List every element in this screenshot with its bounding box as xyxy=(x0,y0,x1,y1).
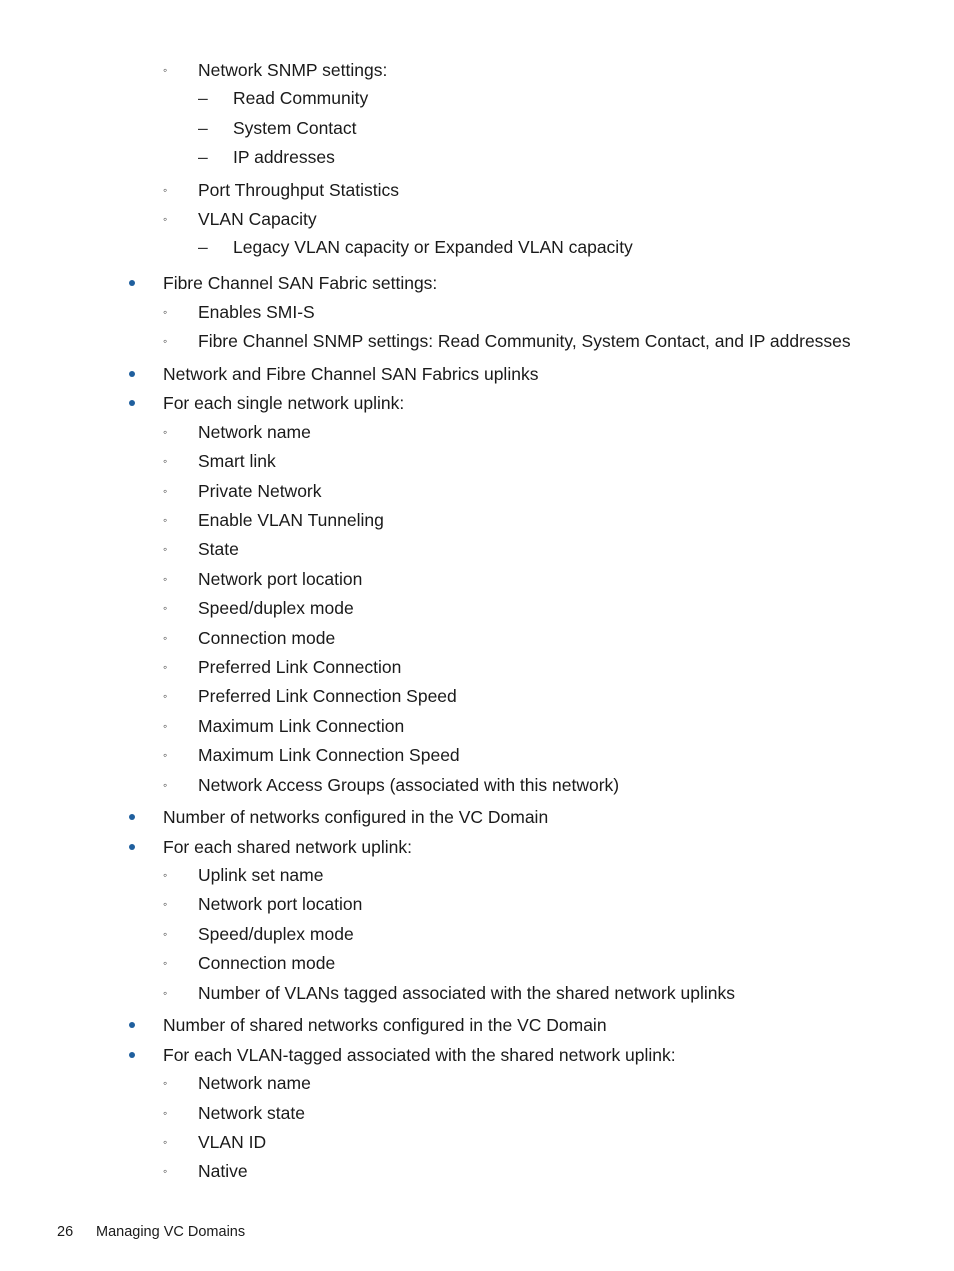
list-item-text: Fibre Channel SNMP settings: Read Community, System Contact, and IP addresses xyxy=(198,331,851,351)
bullet-icon xyxy=(129,371,135,377)
dash-bullet-icon: – xyxy=(198,237,208,257)
list-item-text: Network SNMP settings: xyxy=(198,60,388,80)
list-item-text: Preferred Link Connection Speed xyxy=(198,686,457,706)
circle-bullet-icon: ◦ xyxy=(163,748,168,762)
circle-bullet-icon: ◦ xyxy=(163,1164,168,1178)
page-number: 26 xyxy=(57,1224,74,1240)
list-item-text: Network and Fibre Channel SAN Fabrics uplinks xyxy=(163,364,539,384)
list-item-text: Connection mode xyxy=(198,628,336,648)
list-item-text: Network Access Groups (associated with this network) xyxy=(198,775,620,795)
circle-bullet-icon: ◦ xyxy=(163,986,168,1000)
circle-bullet-icon: ◦ xyxy=(163,1135,168,1149)
dash-bullet-icon: – xyxy=(198,147,208,167)
circle-bullet-icon: ◦ xyxy=(163,425,168,439)
circle-bullet-icon: ◦ xyxy=(163,689,168,703)
circle-bullet-icon: ◦ xyxy=(163,212,168,226)
list-item-text: Preferred Link Connection xyxy=(198,657,402,677)
circle-bullet-icon: ◦ xyxy=(163,572,168,586)
list-item-text: Read Community xyxy=(233,88,369,108)
list-item-text: Maximum Link Connection xyxy=(198,716,405,736)
circle-bullet-icon: ◦ xyxy=(163,660,168,674)
bullet-icon xyxy=(129,844,135,850)
list-item-text: Speed/duplex mode xyxy=(198,598,354,618)
list-item-text: System Contact xyxy=(233,118,357,138)
circle-bullet-icon: ◦ xyxy=(163,601,168,615)
list-item-text: VLAN ID xyxy=(198,1132,267,1152)
list-item-text: Number of networks configured in the VC Domain xyxy=(163,807,549,827)
list-item-text: Private Network xyxy=(198,481,322,501)
list-item-text: Network port location xyxy=(198,894,363,914)
list-item-text: For each single network uplink: xyxy=(163,393,405,413)
list-item-text: Enables SMI-S xyxy=(198,302,315,322)
bullet-icon xyxy=(129,1052,135,1058)
circle-bullet-icon: ◦ xyxy=(163,63,168,77)
circle-bullet-icon: ◦ xyxy=(163,334,168,348)
circle-bullet-icon: ◦ xyxy=(163,513,168,527)
bullet-icon xyxy=(129,814,135,820)
list-item-text: Smart link xyxy=(198,451,276,471)
list-item-text: Speed/duplex mode xyxy=(198,924,354,944)
list-item-text: Enable VLAN Tunneling xyxy=(198,510,384,530)
list-item-text: Connection mode xyxy=(198,953,336,973)
circle-bullet-icon: ◦ xyxy=(163,183,168,197)
circle-bullet-icon: ◦ xyxy=(163,868,168,882)
circle-bullet-icon: ◦ xyxy=(163,719,168,733)
list-item-text: Network name xyxy=(198,422,311,442)
list-item-text: Number of VLANs tagged associated with the shared network uplinks xyxy=(198,983,735,1003)
circle-bullet-icon: ◦ xyxy=(163,454,168,468)
circle-bullet-icon: ◦ xyxy=(163,897,168,911)
circle-bullet-icon: ◦ xyxy=(163,1076,168,1090)
list-item-text: Maximum Link Connection Speed xyxy=(198,745,460,765)
list-item-text: Port Throughput Statistics xyxy=(198,180,400,200)
list-item-text: For each shared network uplink: xyxy=(163,837,413,857)
list-item-text: Uplink set name xyxy=(198,865,324,885)
circle-bullet-icon: ◦ xyxy=(163,484,168,498)
circle-bullet-icon: ◦ xyxy=(163,542,168,556)
circle-bullet-icon: ◦ xyxy=(163,778,168,792)
circle-bullet-icon: ◦ xyxy=(163,305,168,319)
circle-bullet-icon: ◦ xyxy=(163,1106,168,1120)
bullet-icon xyxy=(129,280,135,286)
circle-bullet-icon: ◦ xyxy=(163,631,168,645)
bullet-icon xyxy=(129,1022,135,1028)
list-item-text: Network state xyxy=(198,1103,305,1123)
circle-bullet-icon: ◦ xyxy=(163,956,168,970)
circle-bullet-icon: ◦ xyxy=(163,927,168,941)
list-item-text: For each VLAN-tagged associated with the shared network uplink: xyxy=(163,1045,676,1065)
list-item-text: Network name xyxy=(198,1073,311,1093)
bullet-icon xyxy=(129,400,135,406)
list-item-text: Native xyxy=(198,1161,248,1181)
dash-bullet-icon: – xyxy=(198,118,208,138)
list-item-text: State xyxy=(198,539,239,559)
list-item-text: IP addresses xyxy=(233,147,335,167)
list-item-text: VLAN Capacity xyxy=(198,209,317,229)
list-item-text: Fibre Channel SAN Fabric settings: xyxy=(163,273,438,293)
list-item-text: Network port location xyxy=(198,569,363,589)
footer-section-title: Managing VC Domains xyxy=(96,1224,246,1240)
list-item-text: Number of shared networks configured in the VC Domain xyxy=(163,1015,607,1035)
dash-bullet-icon: – xyxy=(198,88,208,108)
list-item-text: Legacy VLAN capacity or Expanded VLAN capacity xyxy=(233,237,633,257)
